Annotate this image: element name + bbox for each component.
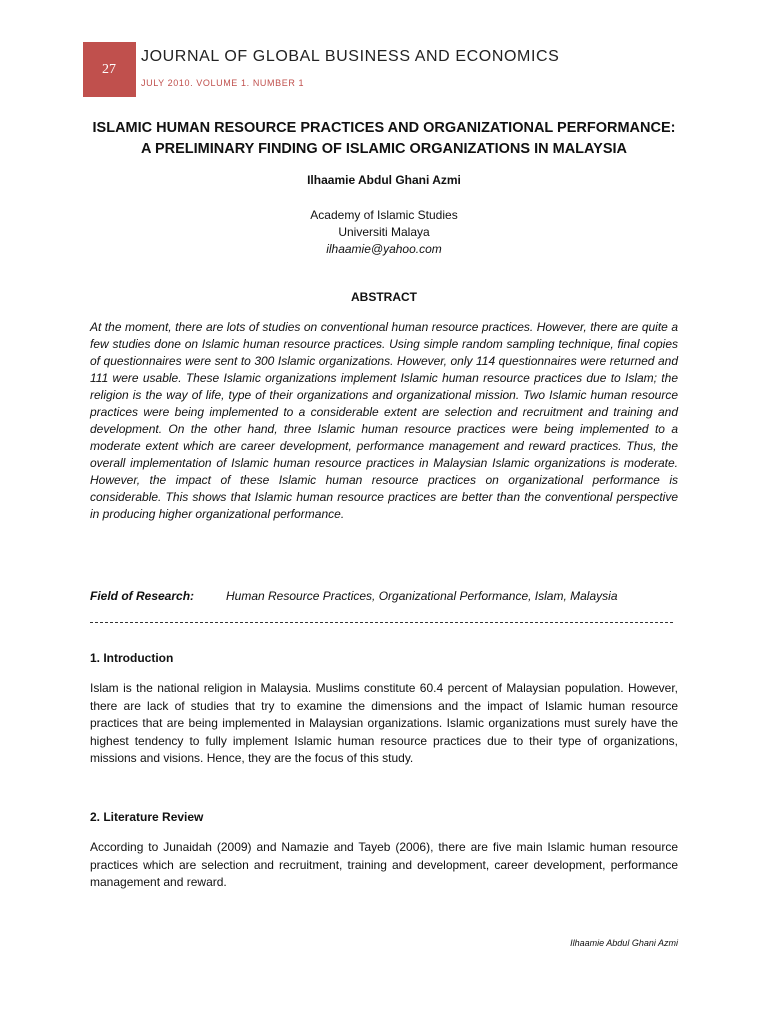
section-heading-literature-review: 2. Literature Review xyxy=(90,810,204,824)
affiliation-academy: Academy of Islamic Studies xyxy=(310,208,458,222)
page-number: 27 xyxy=(102,61,116,77)
abstract-heading: ABSTRACT xyxy=(351,290,417,304)
affiliation-university: Universiti Malaya xyxy=(338,225,430,239)
paper-title xyxy=(60,118,708,160)
section-heading-introduction: 1. Introduction xyxy=(90,651,174,665)
author-name: Ilhaamie Abdul Ghani Azmi xyxy=(307,173,461,187)
journal-title: JOURNAL OF GLOBAL BUSINESS AND ECONOMICS xyxy=(141,48,560,65)
author-email: ilhaamie@yahoo.com xyxy=(326,242,442,256)
header-divider xyxy=(135,42,136,97)
field-of-research-label: Field of Research: xyxy=(90,589,195,603)
title-line-2: A PRELIMINARY FINDING OF ISLAMIC ORGANIZATIONS IN MALAYSIA xyxy=(140,141,628,157)
literature-review-paragraph: According to Junaidah (2009) and Namazie and Tayeb (2006), there are five main Islamic human resource practices which are selection and recruitment, training and development, career development, performance management and reward. xyxy=(90,840,678,889)
dashed-divider xyxy=(90,622,673,623)
field-of-research-value: Human Resource Practices, Organizational Performance, Islam, Malaysia xyxy=(226,589,618,603)
abstract-text: At the moment, there are lots of studies on conventional human resource practices. However, there are quite a few studies done on Islamic human resource practices. Using simple random sampling technique, final copies of questionnaires were sent to 300 Islamic organizations. However, only 114 questionnaires were returned and 111 were usable. These Islamic organizations implement Islamic human resource practices due to Islam; the religion is the way of life, type of their organizations and organizational mission. Two Islamic human resource practices were being implemented to a considerable extent are selection and recruitment and training and development. On the other hand, three Islamic human resource practices were being implemented to a moderate extent which are career development, performance management and reward practices. Thus, the overall implementation of Islamic human resource practices in Malaysian Islamic organizations is moderate. However, the impact of these Islamic human resource practices on organizational performance is considerable. This shows that Islamic human resource practices are better than the conventional perspective in producing higher organizational performance. xyxy=(90,320,678,521)
introduction-paragraph: Islam is the national religion in Malaysia. Muslims constitute 60.4 percent of Malaysian population. However, there are lack of studies that try to examine the dimensions and the impact of Islamic human resource practices that are being implemented in Malaysian organizations. Islamic organizations must surely have the highest tendency to fully implement Islamic human resource practices due to their type of organizations, missions and visions. Hence, they are the focus of this study. xyxy=(90,681,678,765)
page-number-badge xyxy=(83,42,135,97)
footer-author: Ilhaamie Abdul Ghani Azmi xyxy=(570,938,678,948)
title-line-1: ISLAMIC HUMAN RESOURCE PRACTICES AND ORGANIZATIONAL PERFORMANCE: xyxy=(92,120,676,136)
issue-line: JULY 2010. VOLUME 1. NUMBER 1 xyxy=(141,78,305,88)
